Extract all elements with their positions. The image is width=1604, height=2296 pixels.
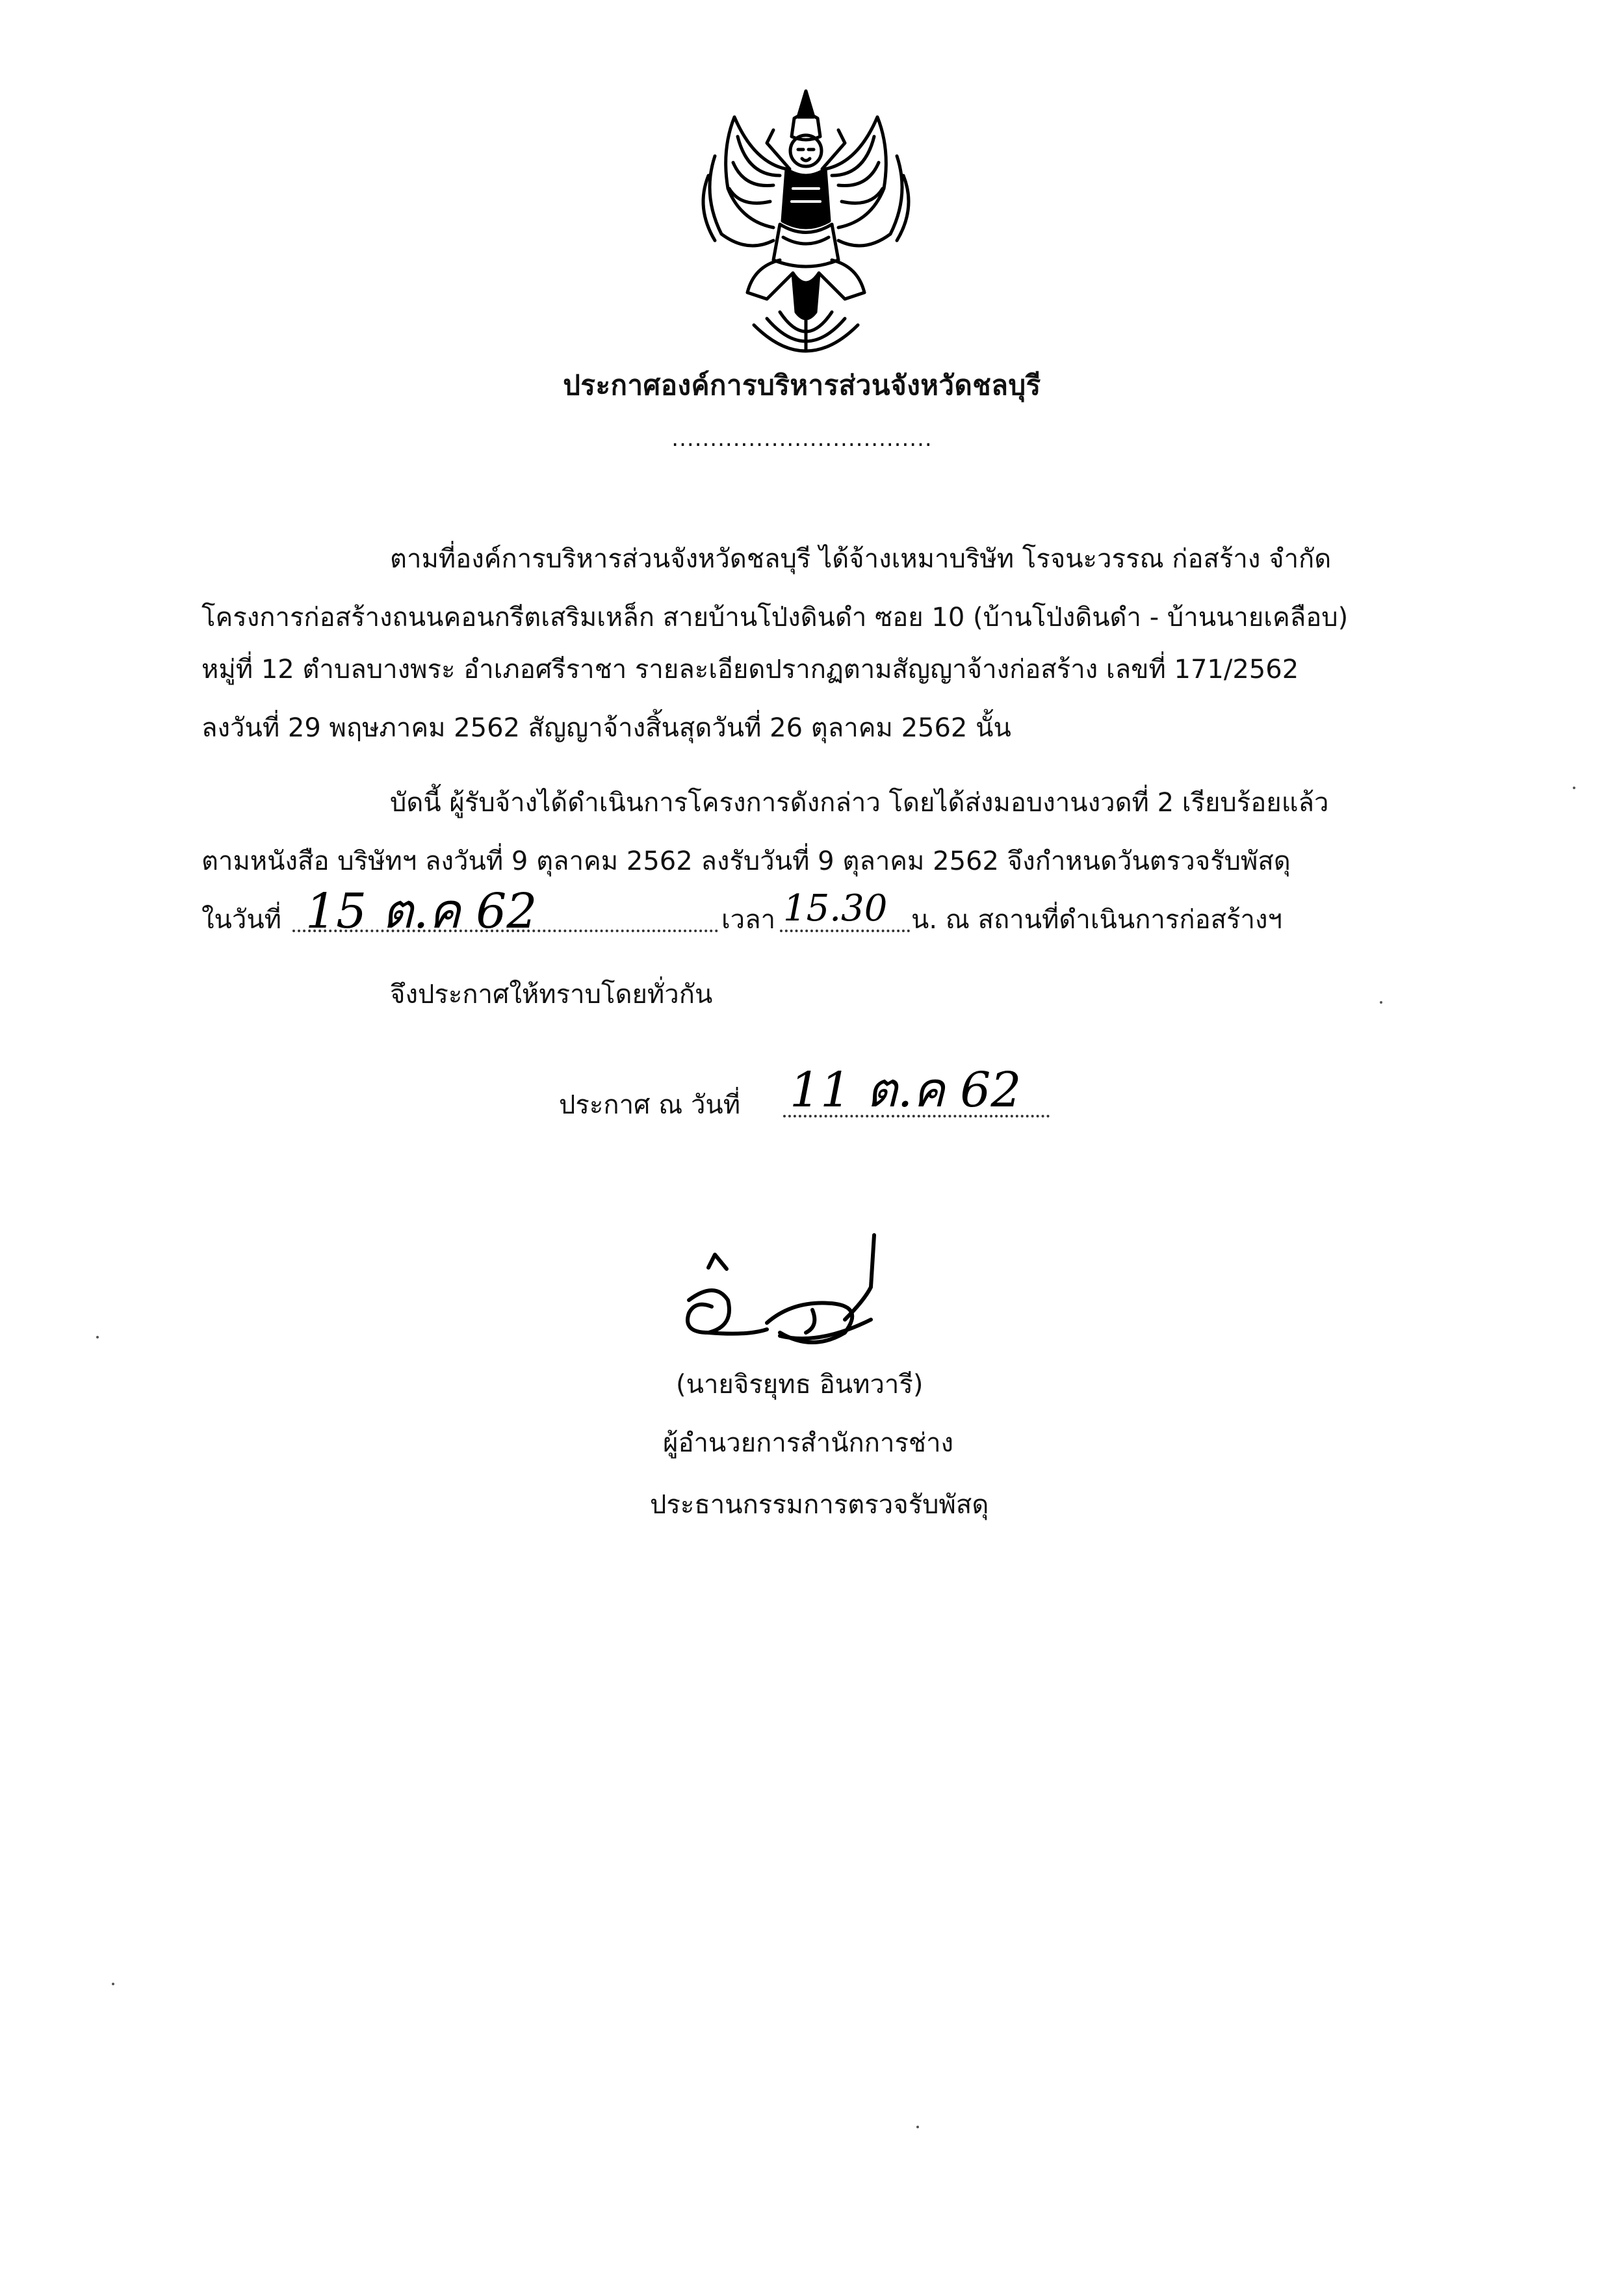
paragraph1-line3: หมู่ที่ 12 ตำบลบางพระ อำเภอศรีราชา รายละเอียดปรากฏตามสัญญาจ้างก่อสร้าง เลขที่ 171/2562	[201, 655, 1299, 685]
closing-text: จึงประกาศให้ทราบโดยทั่วกัน	[390, 980, 713, 1010]
signatory-position-director: ผู้อำนวยการสำนักการช่าง	[663, 1428, 954, 1458]
inspection-time-dotted-line	[780, 930, 910, 932]
announce-date-handwritten: 11 ต.ค 62	[790, 1062, 1022, 1118]
paragraph1-line1: ตามที่องค์การบริหารส่วนจังหวัดชลบุรี ได้จ้างเหมาบริษัท โรจนะวรรณ ก่อสร้าง จำกัด	[390, 544, 1332, 574]
inspection-date-handwritten: 15 ต.ค 62	[305, 883, 537, 939]
inspection-location-text: น. ณ สถานที่ดำเนินการก่อสร้างฯ	[911, 905, 1282, 935]
scan-speck	[1380, 1001, 1382, 1004]
scan-speck	[916, 2126, 919, 2128]
title-separator: ..................................	[671, 426, 933, 452]
signature-image	[650, 1222, 962, 1391]
document-title: ประกาศองค์การบริหารส่วนจังหวัดชลบุรี	[563, 369, 1041, 401]
paragraph1-line4: ลงวันที่ 29 พฤษภาคม 2562 สัญญาจ้างสิ้นสุดวันที่ 26 ตุลาคม 2562 นั้น	[201, 713, 1011, 743]
paragraph2-line1: บัดนี้ ผู้รับจ้างได้ดำเนินการโครงการดังกล่าว โดยได้ส่งมอบงานงวดที่ 2 เรียบร้อยแล้ว	[390, 788, 1329, 818]
signatory-name: (นายจิรยุทธ อินทวารี)	[676, 1370, 924, 1400]
garuda-emblem-icon	[676, 78, 936, 358]
paragraph2-line2: ตามหนังสือ บริษัทฯ ลงวันที่ 9 ตุลาคม 2562 ลงรับวันที่ 9 ตุลาคม 2562 จึงกำหนดวันตรวจรับพัสดุ	[201, 846, 1291, 876]
inspection-date-label: ในวันที่	[201, 905, 282, 935]
scan-speck	[1573, 787, 1575, 789]
scan-speck	[112, 1983, 114, 1985]
time-label: เวลา	[721, 905, 776, 935]
paragraph1-line2: โครงการก่อสร้างถนนคอนกรีตเสริมเหล็ก สายบ้านโป่งดินดำ ซอย 10 (บ้านโป่งดินดำ - บ้านนายเคลือบ)	[201, 603, 1349, 633]
announce-date-label: ประกาศ ณ วันที่	[559, 1090, 741, 1120]
inspection-time-handwritten: 15.30	[783, 887, 888, 930]
signatory-position-committee-chair: ประธานกรรมการตรวจรับพัสดุ	[650, 1490, 989, 1520]
scan-speck	[96, 1336, 99, 1338]
